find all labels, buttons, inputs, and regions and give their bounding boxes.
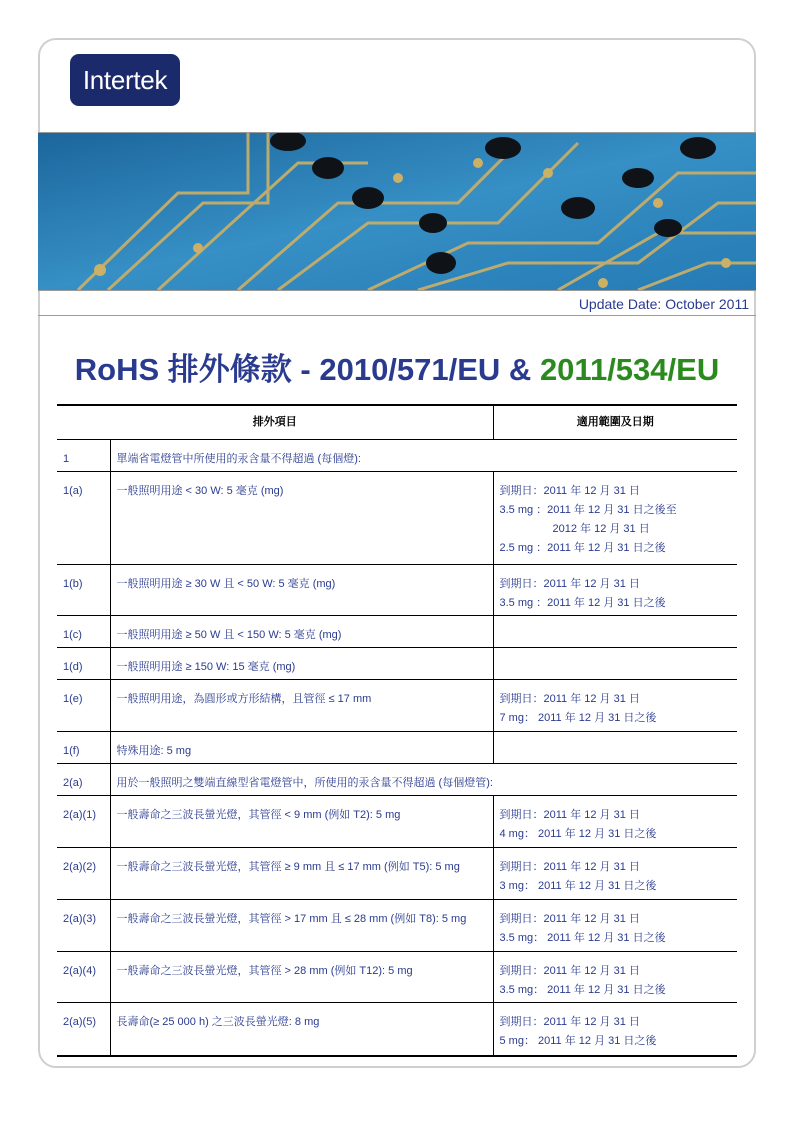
exemption-id: 1(d) xyxy=(63,661,83,673)
exemption-dates xyxy=(493,648,737,680)
exemption-description: 用於一般照明之雙端直線型省電燈管中，所使用的汞含量不得超過 (每個燈管): xyxy=(110,764,737,796)
date-line: 到期日：2011 年 12 月 31 日 xyxy=(499,485,640,497)
date-line: 到期日：2011 年 12 月 31 日 xyxy=(499,809,640,821)
header-scope-dates: 適用範圍及日期 xyxy=(493,405,737,440)
exemption-dates xyxy=(493,848,737,900)
circuit-board-banner xyxy=(38,133,756,290)
date-line: 3.5 mg： 2011 年 12 月 31 日之後 xyxy=(499,984,666,996)
exemption-id: 1(a) xyxy=(63,485,83,497)
update-divider xyxy=(38,315,756,316)
table-row xyxy=(57,565,737,616)
exemption-description: 一般照明用途 < 30 W: 5 毫克 (mg) xyxy=(110,472,493,565)
exemption-dates xyxy=(493,616,737,648)
table-row xyxy=(57,764,737,796)
exemption-description: 一般壽命之三波長螢光燈，其管徑 ≥ 9 mm 且 ≤ 17 mm (例如 T5): 5 mg xyxy=(110,848,493,900)
table-row xyxy=(57,848,737,900)
date-line: 5 mg： 2011 年 12 月 31 日之後 xyxy=(499,1035,657,1047)
date-line: 3.5 mg ：2011 年 12 月 31 日之後 xyxy=(499,597,666,609)
exemption-id: 1(e) xyxy=(63,693,83,705)
header-exemption-items: 排外項目 xyxy=(252,416,297,428)
date-line: 3.5 mg： 2011 年 12 月 31 日之後 xyxy=(499,932,666,944)
exemptions-table xyxy=(57,404,737,1057)
exemption-dates xyxy=(493,952,737,1003)
page-title xyxy=(38,344,756,389)
exemption-id: 1(f) xyxy=(63,745,80,757)
intertek-logo: Intertek xyxy=(70,54,180,106)
exemption-description: 一般照明用途 ≥ 30 W 且 < 50 W: 5 毫克 (mg) xyxy=(110,565,493,616)
exemption-id: 1(c) xyxy=(63,629,82,641)
date-line: 7 mg： 2011 年 12 月 31 日之後 xyxy=(499,712,657,724)
exemption-description: 單端省電燈管中所使用的汞含量不得超過 (每個燈): xyxy=(110,440,737,472)
title-part1: RoHS 排外條款 - 2010/571/EU & xyxy=(74,352,540,387)
date-line: 4 mg： 2011 年 12 月 31 日之後 xyxy=(499,828,657,840)
exemption-id: 2(a)(1) xyxy=(63,809,97,821)
table-row xyxy=(57,472,737,565)
exemption-id: 2(a)(4) xyxy=(63,965,97,977)
table-row xyxy=(57,680,737,732)
exemption-id: 2(a)(2) xyxy=(63,861,97,873)
exemption-description: 一般照明用途 ≥ 150 W: 15 毫克 (mg) xyxy=(110,648,493,680)
date-line: 2.5 mg ：2011 年 12 月 31 日之後 xyxy=(499,542,666,554)
date-line: 2012 年 12 月 31 日 xyxy=(552,523,650,535)
table-row xyxy=(57,648,737,680)
exemption-id: 2(a)(3) xyxy=(63,913,97,925)
exemption-id: 1(b) xyxy=(63,578,83,590)
exemption-description: 長壽命(≥ 25 000 h) 之三波長螢光燈: 8 mg xyxy=(110,1003,493,1056)
banner-bottom-line xyxy=(38,290,756,291)
date-line: 到期日：2011 年 12 月 31 日 xyxy=(499,578,640,590)
exemption-dates xyxy=(493,900,737,952)
exemption-id: 2(a) xyxy=(63,777,83,789)
table-header-row xyxy=(57,405,737,440)
exemption-id: 2(a)(5) xyxy=(63,1016,97,1028)
date-line: 3.5 mg ：2011 年 12 月 31 日之後至 xyxy=(499,504,677,516)
date-line: 到期日：2011 年 12 月 31 日 xyxy=(499,965,640,977)
exemption-dates xyxy=(493,1003,737,1056)
exemption-id: 1 xyxy=(63,453,70,465)
date-line: 到期日：2011 年 12 月 31 日 xyxy=(499,913,640,925)
table-row xyxy=(57,440,737,472)
table-row xyxy=(57,732,737,764)
exemption-dates xyxy=(493,565,737,616)
exemption-dates xyxy=(493,680,737,732)
title-part2: 2011/534/EU xyxy=(539,352,720,387)
date-line: 到期日：2011 年 12 月 31 日 xyxy=(499,1016,640,1028)
exemption-description: 特殊用途: 5 mg xyxy=(110,732,493,764)
table-row xyxy=(57,952,737,1003)
table-row xyxy=(57,1003,737,1056)
exemption-description: 一般照明用途 ≥ 50 W 且 < 150 W: 5 毫克 (mg) xyxy=(110,616,493,648)
table-row xyxy=(57,900,737,952)
exemption-dates xyxy=(493,796,737,848)
exemption-description: 一般照明用途，為圓形或方形結構，且管徑 ≤ 17 mm xyxy=(110,680,493,732)
exemption-description: 一般壽命之三波長螢光燈，其管徑 > 17 mm 且 ≤ 28 mm (例如 T8): 5 mg xyxy=(110,900,493,952)
exemption-dates xyxy=(493,472,737,565)
exemption-description: 一般壽命之三波長螢光燈，其管徑 < 9 mm (例如 T2): 5 mg xyxy=(110,796,493,848)
date-line: 3 mg： 2011 年 12 月 31 日之後 xyxy=(499,880,657,892)
exemption-dates xyxy=(493,732,737,764)
date-line: 到期日：2011 年 12 月 31 日 xyxy=(499,693,640,705)
date-line: 到期日：2011 年 12 月 31 日 xyxy=(499,861,640,873)
table-row xyxy=(57,796,737,848)
table-row xyxy=(57,616,737,648)
exemption-description: 一般壽命之三波長螢光燈，其管徑 > 28 mm (例如 T12): 5 mg xyxy=(110,952,493,1003)
update-date: Update Date: October 2011 xyxy=(578,296,749,312)
